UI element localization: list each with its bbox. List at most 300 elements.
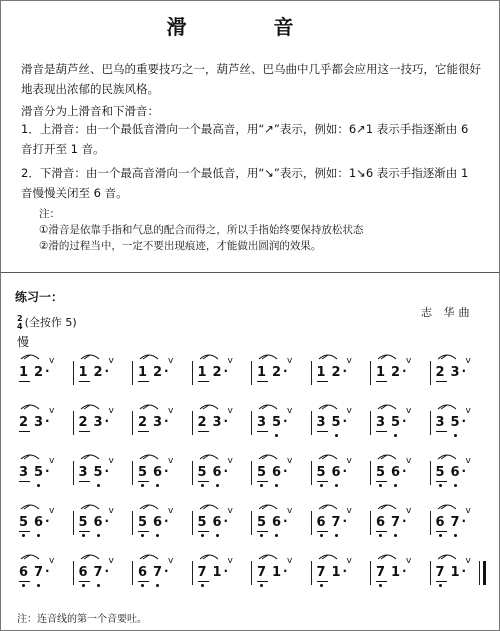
breath-mark: v: [406, 456, 412, 466]
breath-mark: v: [346, 356, 352, 366]
slur-mark: [436, 351, 458, 361]
low-octave-dot: [275, 484, 278, 487]
note-first: 3: [19, 465, 29, 480]
augmentation-dot: ·: [283, 514, 288, 528]
note-second: 1: [391, 565, 401, 580]
note-first: 7: [435, 565, 445, 580]
breath-mark: v: [108, 456, 114, 466]
eighth-underline: [436, 481, 447, 482]
bar-line: [370, 411, 371, 435]
bar-line: [311, 411, 312, 435]
low-octave-dot: [394, 484, 397, 487]
low-octave-dot: [141, 584, 144, 587]
slur-mark: [138, 401, 160, 411]
slur-mark: [257, 401, 279, 411]
eighth-underline: [198, 531, 209, 532]
breath-mark: v: [108, 406, 114, 416]
measure: [198, 401, 246, 431]
augmentation-dot: ·: [104, 464, 110, 478]
note-first: 3: [78, 465, 88, 480]
augmentation-dot: ·: [164, 414, 169, 428]
slur-mark: [317, 551, 339, 561]
low-octave-dot: [335, 434, 338, 437]
low-octave-dot: [394, 534, 397, 537]
bar-line: [370, 511, 371, 535]
breath-mark: v: [287, 406, 293, 416]
note-second: 5: [331, 415, 341, 430]
measure: [317, 451, 365, 481]
bar-line: [132, 411, 133, 435]
measure: [436, 451, 484, 481]
slur-mark: [79, 351, 101, 361]
composer-credit: 志 华曲: [421, 306, 474, 319]
measure: [257, 551, 305, 581]
note-first: 5: [316, 465, 326, 480]
eighth-underline: [257, 481, 268, 482]
eighth-underline: [79, 431, 90, 432]
breath-mark: v: [49, 356, 55, 366]
low-octave-dot: [37, 534, 40, 537]
augmentation-dot: ·: [342, 514, 348, 528]
slur-mark: [198, 501, 220, 511]
note-first: 2: [138, 415, 148, 430]
note-first: 1: [78, 365, 88, 380]
bar-line: [430, 461, 431, 485]
low-octave-dot: [394, 434, 397, 437]
augmentation-dot: ·: [223, 364, 229, 378]
note-second: 6: [212, 515, 222, 530]
bar-line: [132, 511, 133, 535]
eighth-underline: [79, 531, 90, 532]
slur-mark: [79, 451, 101, 461]
time-signature-top: 2: [17, 314, 23, 323]
measure: [257, 501, 305, 531]
bar-line: [73, 511, 74, 535]
slur-mark: [19, 551, 41, 561]
augmentation-dot: ·: [223, 414, 229, 428]
note-second: 6: [34, 515, 44, 530]
breath-mark: v: [465, 556, 471, 566]
measure: [138, 351, 186, 381]
measure: [317, 501, 365, 531]
note-first: 7: [376, 565, 386, 580]
low-octave-dot: [260, 534, 263, 537]
slur-mark: [257, 551, 279, 561]
augmentation-dot: ·: [342, 414, 348, 428]
note-first: 5: [435, 465, 445, 480]
bar-line: [430, 511, 431, 535]
breath-mark: v: [227, 356, 233, 366]
note-first: 5: [257, 465, 267, 480]
note-first: 5: [138, 515, 148, 530]
low-octave-dot: [201, 584, 204, 587]
measure: [436, 351, 484, 381]
breath-mark: v: [227, 506, 233, 516]
measure: [376, 551, 424, 581]
augmentation-dot: ·: [223, 464, 229, 478]
note-first: 7: [257, 565, 267, 580]
time-signature-fraction: [17, 315, 23, 331]
note-second: 3: [450, 365, 460, 380]
note-second: 2: [212, 365, 222, 380]
note-first: 6: [78, 565, 88, 580]
note-second: 1: [212, 565, 222, 580]
measure: [138, 551, 186, 581]
fingering-instruction: (全按作 5): [24, 316, 77, 329]
slur-mark: [317, 451, 339, 461]
types-intro: 滑音分为上滑音和下滑音：: [21, 104, 159, 118]
low-octave-dot: [156, 484, 159, 487]
intro-text: 滑音是葫芦丝、巴乌的重要技巧之一，葫芦丝、巴乌曲中几乎都会应用这一技巧，它能很好地表现出浓郁的民族风格。: [21, 62, 481, 96]
eighth-underline: [257, 581, 268, 582]
low-octave-dot: [320, 534, 323, 537]
slur-mark: [376, 551, 398, 561]
augmentation-dot: ·: [283, 364, 288, 378]
augmentation-dot: ·: [104, 564, 110, 578]
low-octave-dot: [379, 534, 382, 537]
exercise-title: 练习一：: [15, 290, 64, 304]
slur-mark: [19, 451, 41, 461]
augmentation-dot: ·: [402, 464, 407, 478]
divider: [1, 272, 499, 273]
eighth-underline: [138, 581, 149, 582]
bar-line: [311, 561, 312, 585]
downward-glide-description: 2．下滑音：由一个最高音滑向一个最低音，用“↘”表示，例如：1↘6 表示手指逐渐由 1 音慢慢关闭至 6 音。: [21, 166, 469, 200]
eighth-underline: [376, 481, 387, 482]
breath-mark: v: [168, 406, 174, 416]
slur-mark: [198, 401, 220, 411]
bar-line: [430, 411, 431, 435]
eighth-underline: [436, 581, 447, 582]
note-second: 6: [450, 465, 460, 480]
bar-line: [251, 561, 252, 585]
note-second: 1: [272, 565, 282, 580]
bar-line: [132, 561, 133, 585]
note-second: 5: [391, 415, 401, 430]
bar-line: [311, 361, 312, 385]
note-second: 3: [34, 415, 44, 430]
measure: [436, 401, 484, 431]
slur-mark: [317, 501, 339, 511]
low-octave-dot: [320, 584, 323, 587]
breath-mark: v: [49, 406, 55, 416]
slur-mark: [376, 401, 398, 411]
eighth-underline: [198, 581, 209, 582]
augmentation-dot: ·: [164, 364, 169, 378]
augmentation-dot: ·: [283, 464, 288, 478]
breath-mark: v: [227, 456, 233, 466]
augmentation-dot: ·: [45, 364, 50, 378]
note-second: 2: [391, 365, 401, 380]
bar-line: [132, 461, 133, 485]
breath-mark: v: [406, 506, 412, 516]
measure: [138, 451, 186, 481]
slur-mark: [138, 551, 160, 561]
note-second: 2: [272, 365, 282, 380]
eighth-underline: [436, 431, 447, 432]
low-octave-dot: [260, 584, 263, 587]
eighth-underline: [198, 481, 209, 482]
low-octave-dot: [37, 584, 40, 587]
breath-mark: v: [287, 556, 293, 566]
note-first: 1: [138, 365, 148, 380]
eighth-underline: [198, 431, 209, 432]
slur-mark: [138, 351, 160, 361]
note-first: 1: [257, 365, 267, 380]
note-second: 5: [34, 465, 44, 480]
page-title: 滑 音: [166, 15, 334, 39]
measure: [19, 451, 67, 481]
low-octave-dot: [379, 484, 382, 487]
tempo-marking: 慢: [17, 335, 30, 349]
eighth-underline: [19, 431, 30, 432]
breath-mark: v: [346, 406, 352, 416]
measure: [79, 451, 127, 481]
note-2: ②滑的过程当中，一定不要出现痕迹，才能做出圆润的效果。: [39, 240, 322, 252]
note-first: 3: [316, 415, 326, 430]
eighth-underline: [376, 381, 387, 382]
note-1: ①滑音是依靠手指和气息的配合而得之，所以手指始终要保持放松状态: [39, 224, 364, 236]
breath-mark: v: [465, 506, 471, 516]
breath-mark: v: [406, 556, 412, 566]
augmentation-dot: ·: [461, 564, 467, 578]
note-second: 6: [153, 465, 163, 480]
note-first: 2: [197, 415, 207, 430]
low-octave-dot: [141, 534, 144, 537]
low-octave-dot: [22, 534, 25, 537]
slur-mark: [138, 501, 160, 511]
measure: [19, 401, 67, 431]
eighth-underline: [317, 481, 328, 482]
low-octave-dot: [335, 534, 338, 537]
bar-line: [370, 361, 371, 385]
note-second: 6: [391, 465, 401, 480]
note-second: 5: [93, 465, 103, 480]
augmentation-dot: ·: [402, 414, 407, 428]
measure: [198, 351, 246, 381]
bar-line: [251, 411, 252, 435]
low-octave-dot: [439, 584, 442, 587]
low-octave-dot: [454, 534, 457, 537]
low-octave-dot: [97, 584, 100, 587]
note-second: 6: [93, 515, 103, 530]
low-octave-dot: [275, 534, 278, 537]
eighth-underline: [19, 531, 30, 532]
note-second: 6: [272, 515, 282, 530]
measure: [138, 401, 186, 431]
slur-mark: [376, 501, 398, 511]
bar-line: [192, 461, 193, 485]
breath-mark: v: [406, 406, 412, 416]
slur-mark: [257, 451, 279, 461]
measure: [436, 551, 484, 581]
eighth-underline: [198, 381, 209, 382]
breath-mark: v: [287, 456, 293, 466]
note-second: 7: [153, 565, 163, 580]
slur-mark: [376, 351, 398, 361]
eighth-underline: [138, 381, 149, 382]
augmentation-dot: ·: [164, 514, 169, 528]
note-first: 1: [197, 365, 207, 380]
note-second: 2: [331, 365, 341, 380]
breath-mark: v: [49, 456, 55, 466]
breath-mark: v: [287, 356, 293, 366]
augmentation-dot: ·: [461, 464, 467, 478]
note-first: 2: [78, 415, 88, 430]
augmentation-dot: ·: [104, 514, 110, 528]
note-first: 5: [197, 465, 207, 480]
note-first: 5: [376, 465, 386, 480]
note-first: 2: [435, 365, 445, 380]
eighth-underline: [317, 381, 328, 382]
eighth-underline: [257, 531, 268, 532]
augmentation-dot: ·: [104, 414, 110, 428]
low-octave-dot: [156, 584, 159, 587]
low-octave-dot: [216, 484, 219, 487]
bar-line: [192, 561, 193, 585]
note-second: 6: [212, 465, 222, 480]
eighth-underline: [19, 481, 30, 482]
augmentation-dot: ·: [283, 564, 288, 578]
low-octave-dot: [260, 484, 263, 487]
augmentation-dot: ·: [45, 464, 50, 478]
note-first: 7: [197, 565, 207, 580]
bar-line: [251, 461, 252, 485]
slur-mark: [198, 551, 220, 561]
note-first: 6: [376, 515, 386, 530]
note-second: 3: [153, 415, 163, 430]
breath-mark: v: [108, 556, 114, 566]
breath-mark: v: [168, 556, 174, 566]
note-first: 1: [316, 365, 326, 380]
measure: [376, 501, 424, 531]
breath-mark: v: [227, 406, 233, 416]
slur-mark: [79, 501, 101, 511]
low-octave-dot: [22, 584, 25, 587]
note-second: 7: [450, 515, 460, 530]
measure: [79, 401, 127, 431]
augmentation-dot: ·: [461, 414, 467, 428]
low-octave-dot: [379, 584, 382, 587]
bar-line: [370, 461, 371, 485]
note-first: 3: [376, 415, 386, 430]
bar-line: [73, 561, 74, 585]
low-octave-dot: [439, 484, 442, 487]
augmentation-dot: ·: [283, 414, 288, 428]
note-second: 1: [450, 565, 460, 580]
note-second: 6: [272, 465, 282, 480]
eighth-underline: [376, 581, 387, 582]
low-octave-dot: [141, 484, 144, 487]
breath-mark: v: [108, 356, 114, 366]
note-first: 3: [435, 415, 445, 430]
low-octave-dot: [97, 534, 100, 537]
eighth-underline: [257, 381, 268, 382]
note-first: 6: [19, 565, 29, 580]
eighth-underline: [138, 431, 149, 432]
slur-mark: [317, 351, 339, 361]
note-second: 7: [391, 515, 401, 530]
low-octave-dot: [275, 434, 278, 437]
note-label: 注：: [39, 208, 60, 220]
augmentation-dot: ·: [402, 564, 407, 578]
note-first: 2: [19, 415, 29, 430]
slur-mark: [79, 401, 101, 411]
low-octave-dot: [82, 584, 85, 587]
breath-mark: v: [227, 556, 233, 566]
bar-line: [251, 361, 252, 385]
breath-mark: v: [49, 506, 55, 516]
low-octave-dot: [454, 484, 457, 487]
footnote: 注：连音线的第一个音要吐。: [17, 614, 147, 625]
note-first: 6: [138, 565, 148, 580]
measure: [317, 351, 365, 381]
augmentation-dot: ·: [461, 364, 467, 378]
eighth-underline: [138, 481, 149, 482]
eighth-underline: [436, 381, 447, 382]
note-second: 7: [34, 565, 44, 580]
slur-mark: [436, 551, 458, 561]
measure: [376, 401, 424, 431]
measure: [317, 551, 365, 581]
augmentation-dot: ·: [461, 514, 467, 528]
augmentation-dot: ·: [223, 514, 229, 528]
slur-mark: [79, 551, 101, 561]
eighth-underline: [138, 531, 149, 532]
note-second: 1: [331, 565, 341, 580]
bar-line: [73, 361, 74, 385]
measure: [79, 501, 127, 531]
eighth-underline: [79, 481, 90, 482]
measure: [198, 451, 246, 481]
final-bar-thin: [479, 561, 480, 585]
bar-line: [192, 361, 193, 385]
note-first: 1: [19, 365, 29, 380]
breath-mark: v: [168, 356, 174, 366]
note-first: 5: [19, 515, 29, 530]
measure: [436, 501, 484, 531]
slur-mark: [257, 351, 279, 361]
augmentation-dot: ·: [104, 364, 110, 378]
slur-mark: [19, 351, 41, 361]
note-second: 2: [34, 365, 44, 380]
note-second: 6: [331, 465, 341, 480]
augmentation-dot: ·: [223, 564, 229, 578]
bar-line: [370, 561, 371, 585]
measure: [376, 351, 424, 381]
note-first: 6: [435, 515, 445, 530]
augmentation-dot: ·: [342, 364, 348, 378]
augmentation-dot: ·: [45, 414, 50, 428]
breath-mark: v: [287, 506, 293, 516]
note-second: 5: [272, 415, 282, 430]
eighth-underline: [19, 581, 30, 582]
note-first: 6: [316, 515, 326, 530]
breath-mark: v: [168, 456, 174, 466]
measure: [79, 551, 127, 581]
slur-mark: [436, 451, 458, 461]
bar-line: [430, 361, 431, 385]
low-octave-dot: [454, 434, 457, 437]
slur-mark: [198, 351, 220, 361]
note-first: 3: [257, 415, 267, 430]
low-octave-dot: [216, 534, 219, 537]
bar-line: [251, 511, 252, 535]
slur-mark: [436, 501, 458, 511]
eighth-underline: [376, 431, 387, 432]
breath-mark: v: [346, 456, 352, 466]
time-signature: [17, 314, 77, 331]
